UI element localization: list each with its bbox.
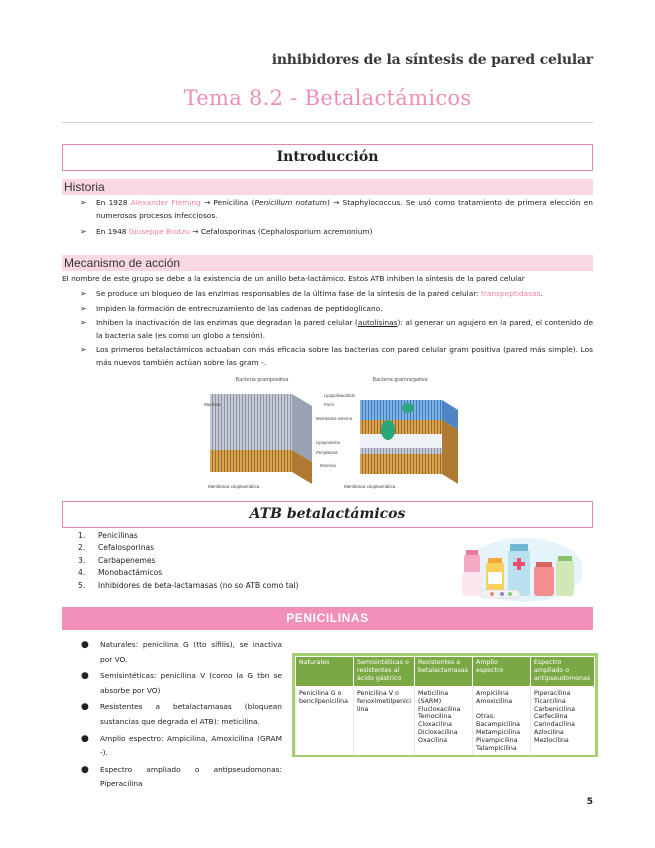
historia-title: Historia — [64, 180, 105, 194]
arrow-bullet-icon: ➢ — [80, 345, 87, 354]
intro-heading-box — [62, 144, 593, 171]
mecanismo-item: ➢ Inhiben la inactivación de las enzimas que degradan la pared celular (autolisinas): al generar un agujero en la pared, el contenido de la bacteria sale (es como un globo a tensión). — [80, 318, 593, 340]
membrana-neg-label: Membrana citoplasmática — [344, 484, 396, 489]
cell-wall-diagram — [200, 372, 465, 494]
historia-list — [62, 197, 593, 239]
dot-bullet-icon: ● — [81, 764, 89, 775]
transpeptidasas-highlight: transpeptidasas — [481, 289, 541, 298]
atb-heading-box — [62, 501, 593, 528]
membrana-externa-label: Membrana externa — [316, 416, 353, 421]
atb-list — [78, 530, 398, 592]
penicilina-item: ● Naturales: penicilina G (tto sífilis), se inactiva por VO. — [81, 640, 282, 664]
historia-bar — [62, 179, 593, 195]
penicilinas-bar — [62, 607, 593, 630]
lipo-label: Lipopolisacárido — [324, 393, 356, 398]
medicine-shape — [556, 560, 574, 596]
table-cell — [476, 706, 527, 714]
document-header: inhibidores de la síntesis de pared celular — [271, 52, 593, 68]
brotzu-name: Giuseppe Brotzu — [128, 227, 190, 236]
atb-item: 4. Monobactámicos — [78, 568, 163, 578]
medicine-bottles-icon — [452, 532, 582, 606]
page-title: Tema 8.2 - Betalactámicos — [183, 86, 472, 110]
gram-negative-periplasm — [360, 434, 442, 448]
table-header-cell: Resistentes a betalactamasas — [415, 657, 473, 687]
medicine-shape — [490, 592, 494, 596]
page-number: 5 — [586, 797, 593, 807]
gram-negative-outer-membrane — [360, 420, 442, 434]
porin-blob — [381, 420, 395, 440]
medicine-shape — [508, 550, 530, 596]
atb-item: 2. Cefalosporinas — [78, 543, 155, 553]
table-header-row — [296, 657, 595, 687]
dot-bullet-icon: ● — [81, 702, 89, 713]
medicine-shape — [534, 566, 554, 596]
atb-heading: ATB betalactámicos — [249, 506, 406, 522]
gram-positive-mureina — [210, 394, 292, 450]
table-cell: Penicilina V o fenoximetilpenici lina — [354, 687, 415, 756]
mecanismo-list — [62, 288, 593, 369]
medicine-shape — [510, 544, 528, 551]
penicilinas-table-frame — [292, 653, 598, 757]
lipoprotein-blob — [402, 403, 414, 413]
mecanismo-item: ➢ Impiden la formación de entrecruzamiento de las cadenas de peptidoglicano. — [62, 303, 593, 316]
table-header-cell: Semisintéticas o resistentes al ácido gástrico — [354, 657, 415, 687]
table-header-cell: Naturales — [296, 657, 354, 687]
mecanismo-item: ➢ Se produce un bloqueo de las enzimas responsables de la última fase de la síntesis de la pared celular: transpeptidasas. — [62, 288, 593, 301]
gram-positive-side — [292, 394, 312, 462]
arrow-bullet-icon: ➢ — [80, 303, 87, 313]
arrow-bullet-icon: ➢ — [80, 227, 87, 236]
membrana-label: Membrana citoplasmática — [208, 484, 260, 489]
penicilinas-table — [295, 656, 595, 755]
arrow-bullet-icon: ➢ — [80, 318, 87, 327]
atb-item: 5. Inhibidores de beta-lactamasas (no so ATB como tal) — [78, 580, 299, 590]
lipoproteina-label: Lipoproteína — [316, 440, 340, 445]
penicilinas-list — [78, 638, 282, 792]
gram-negative-mureina — [360, 448, 442, 454]
medicine-shape — [466, 550, 478, 555]
medicine-shape — [500, 592, 504, 596]
dot-bullet-icon: ● — [81, 671, 89, 682]
mureina-neg-label: Mureína — [320, 463, 336, 468]
gram-negative-side — [442, 420, 458, 484]
medicine-shape — [462, 572, 482, 596]
dot-bullet-icon: ● — [81, 733, 89, 744]
mecanismo-item: ➢ Los primeros betalactámicos actuaban con más eficacia sobre las bacterias con pared celular gram positiva (pared más simple). Los más nuevos también actúan sobre las gram -. — [80, 345, 593, 367]
fleming-name: Alexander Fleming — [130, 198, 201, 207]
penicilina-item: ● Semisintéticas: penicilina V (como la G tbn se absorbe por VO) — [81, 671, 282, 695]
table-cell: Meticilina (SARM) Flucloxacilina Temocilina Cloxacilina Dicloxacilina Oxacilina — [415, 687, 473, 756]
autolisinas-term: autolisinas — [357, 318, 398, 327]
gram-positive-title: Bacteria grampositiva — [235, 377, 289, 383]
mecanismo-intro: El nombre de este grupo se debe a la existencia de un anillo beta-lactámico. Estos ATB inhiben la síntesis de la pared celular — [62, 274, 525, 283]
medicine-shape — [488, 572, 502, 584]
atb-item: 3. Carbapenemes — [78, 555, 156, 565]
gram-negative-membrane — [360, 454, 442, 474]
mecanismo-title: Mecanismo de acción — [64, 256, 181, 270]
historia-item: ➢ En 1928 Alexander Fleming → Penicilina (Penicillum notatum) → Staphylococcus. Se usó como tratamiento de primera elección en numerosos procesos infecciosos. — [80, 198, 593, 220]
intro-heading: Introducción — [276, 149, 379, 165]
table-cell: Piperacilina Ticarcilina Carbenicilina Carfecilina Carindacilina Azlocilina Mezlocilina — [531, 687, 595, 756]
historia-item: ➢ En 1948 Giuseppe Brotzu → Cefalosporinas (Cephalosporium acremonium) — [62, 226, 593, 239]
title-divider — [62, 122, 593, 123]
medicine-shape — [508, 592, 512, 596]
penicilinas-heading: PENICILINAS — [286, 611, 369, 625]
table-row — [296, 687, 595, 756]
table-cell: Ampicilina Amoxicilina Otras: Bacampicilina Metampicilina Pivampicilina Talampicilina — [473, 687, 531, 756]
atb-item: 1. Penicilinas — [78, 531, 138, 540]
table-header-cell: Amplio espectro — [473, 657, 531, 687]
medicine-illustration — [452, 532, 582, 606]
porin-label: Porin — [324, 402, 335, 407]
medicine-shape — [558, 556, 572, 561]
arrow-bullet-icon: ➢ — [80, 198, 87, 207]
cell-wall-figure — [200, 372, 465, 494]
penicilina-item: ● Espectro ampliado o antipseudomonas: Piperacilina — [81, 764, 282, 789]
arrow-bullet-icon: ➢ — [80, 289, 87, 298]
medicine-shape — [517, 558, 521, 570]
dot-bullet-icon: ● — [81, 640, 89, 650]
gram-negative-title: Bacteria gramnegativa — [372, 377, 428, 383]
gram-negative-lipopolysaccharide — [360, 400, 442, 420]
periplasma-label: Periplasma — [316, 450, 338, 455]
table-header-cell: Espectro ampliado o antipseudomonas — [531, 657, 595, 687]
table-cell: Penicilina G o bencilpenicilina — [296, 687, 354, 756]
medicine-shape — [536, 562, 552, 567]
mureina-label: Mureína — [204, 402, 221, 407]
mecanismo-bar — [62, 255, 593, 271]
gram-positive-membrane — [210, 450, 292, 472]
medicine-shape — [488, 558, 502, 563]
penicilina-item: ● Resistentes a betalactamasas (bloquean sustancias que degrada el ATB): meticilina. — [81, 702, 282, 726]
penicilina-item: ● Amplio espectro: Ampicilina, Amoxicilina (GRAM -). — [81, 733, 282, 758]
